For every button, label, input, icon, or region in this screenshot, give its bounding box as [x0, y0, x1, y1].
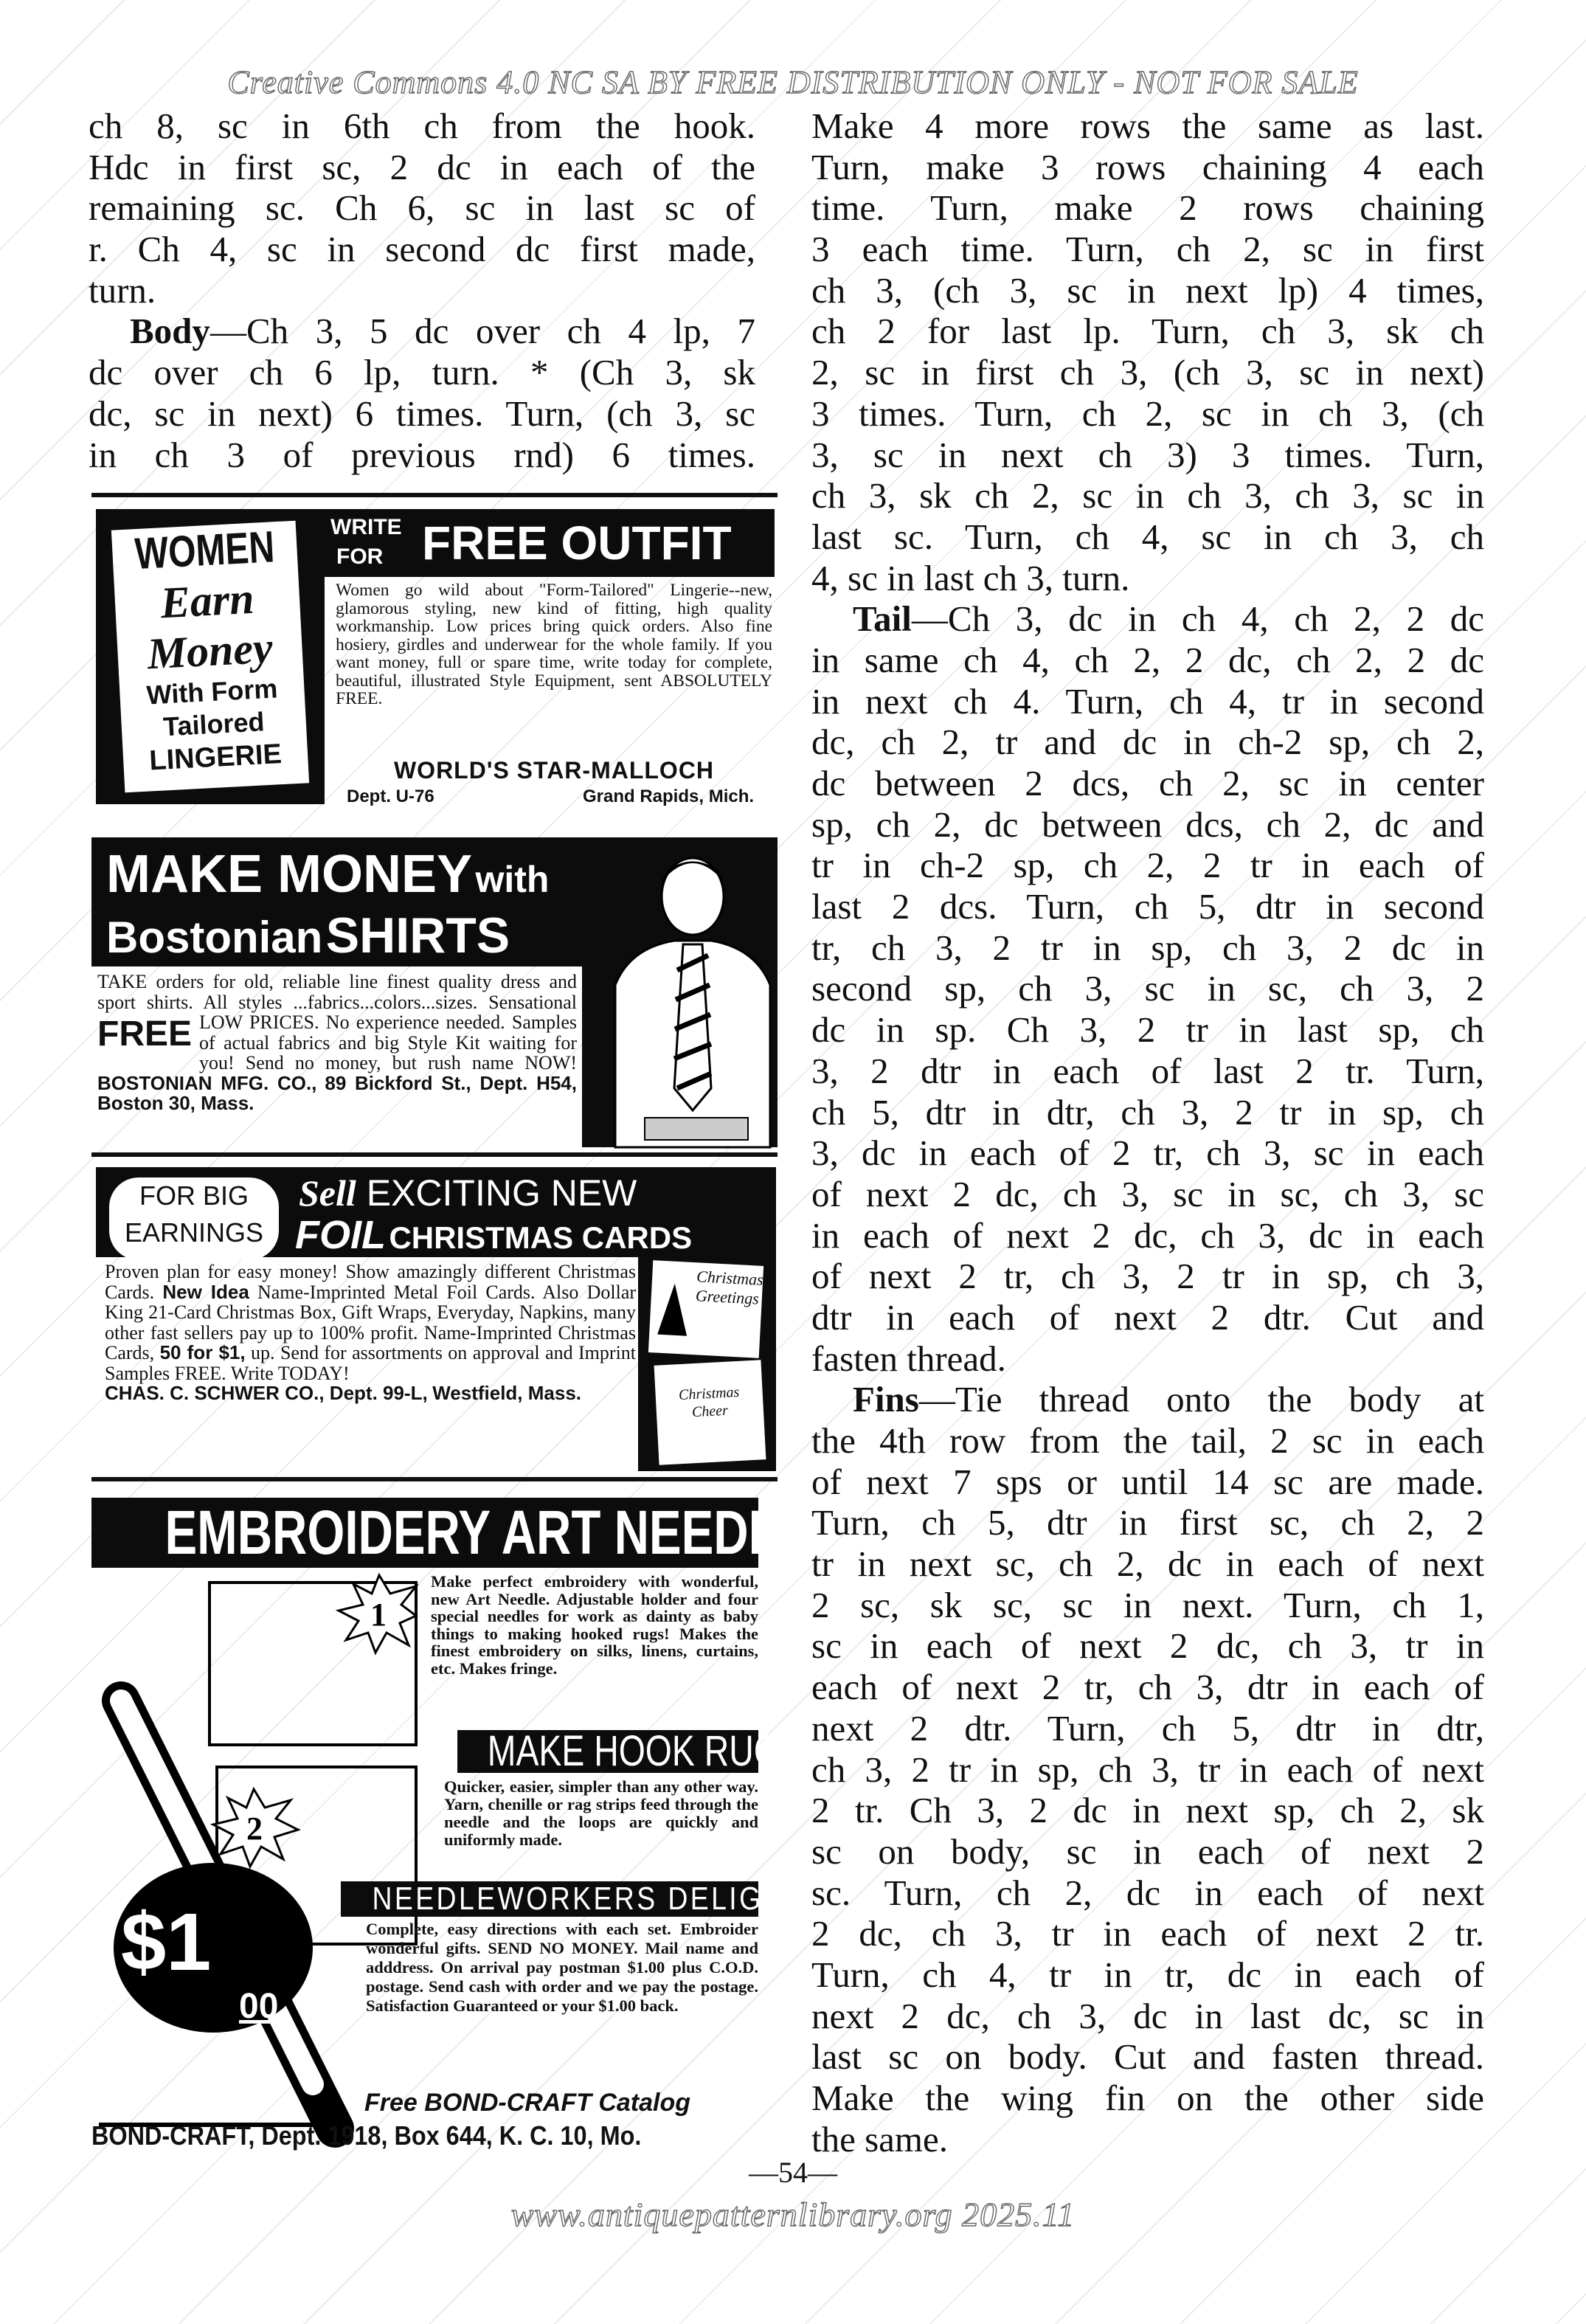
divider: [91, 493, 778, 497]
text-line: dtr in each of next 2 dtr. Cut and: [811, 1296, 1484, 1338]
text-line: Turn, make 3 rows chaining 4 each: [811, 146, 1484, 187]
text-line: ch 2 for last lp. Turn, ch 3, sk ch: [811, 311, 1484, 352]
text-line: 3, sc in next ch 3) 3 times. Turn,: [811, 434, 1484, 475]
ad-make-hook-rugs: MAKE HOOK RUGS: [487, 1727, 803, 1775]
ad-body: [97, 972, 577, 1114]
ad-body-2: Quicker, easier, simpler than any other way. Yarn, chenille or rag strips feed through the needle and the loops are quickly and uniformly made.: [444, 1777, 758, 1849]
text-line: dc between 2 dcs, ch 2, sc in center: [811, 763, 1484, 803]
ad-lingerie: [96, 509, 775, 808]
ad-company: BOSTONIAN MFG. CO.,: [97, 1071, 317, 1094]
ad-dept: Dept. U-76: [347, 786, 434, 806]
ad-women: WOMEN: [134, 522, 276, 579]
text-line: ch 8, sc in 6th ch from the hook.: [89, 106, 755, 146]
text-line: tr, ch 3, 2 tr in sp, ch 3, 2 dc in: [811, 927, 1484, 968]
text-line: of next 2 tr, ch 3, 2 tr in sp, ch 3,: [811, 1256, 1484, 1297]
text-line: 3, 2 dtr in each of last 2 tr. Turn,: [811, 1050, 1484, 1091]
ad-city: Grand Rapids, Mich.: [583, 786, 755, 806]
ad-title: EMBROIDERY ART NEEDLE: [165, 1498, 811, 1567]
text-line: Make 4 more rows the same as last.: [811, 106, 1484, 146]
text-line: ch 3, sk ch 2, sc in ch 3, ch 3, sc in: [811, 475, 1484, 516]
text-line: 2 dc, ch 3, tr in each of next 2 tr.: [811, 1913, 1484, 1954]
ad-money: Money: [145, 623, 274, 679]
section-heading: Fins: [853, 1379, 919, 1420]
text-line: ch 5, dtr in dtr, ch 3, 2 tr in sp, ch: [811, 1091, 1484, 1132]
text-line: next 2 dtr. Turn, ch 5, dtr in dtr,: [811, 1707, 1484, 1749]
ad-card: [111, 521, 309, 793]
ad-make-hook-rugs-bar: [457, 1727, 803, 1775]
ad-title-make-money: MAKE MONEY: [106, 845, 473, 904]
ad-christmas-cards: [96, 1167, 776, 1473]
ad-exciting-new: EXCITING NEW: [366, 1172, 637, 1214]
section-heading: Tail: [853, 598, 912, 640]
ad-earn: Earn: [159, 573, 256, 628]
text-line: Make the wing fin on the other side: [811, 2078, 1484, 2118]
ad-title-shirts: SHIRTS: [325, 907, 510, 964]
text-line: 2 tr. Ch 3, 2 dc in next sp, ch 2, sk: [811, 1790, 1484, 1831]
ad-with-form: With Form: [145, 673, 279, 710]
text-line: second sp, ch 3, sc in sc, ch 3, 2: [811, 968, 1484, 1009]
ad-address: BOND-CRAFT, Dept. 1918, Box 644, K. C. 10, Mo.: [91, 2120, 642, 2151]
ad-title-with: with: [475, 859, 550, 900]
ad-new-idea: New Idea: [162, 1280, 249, 1303]
text-line: ch 3, 2 tr in sp, ch 3, tr in each of next: [811, 1749, 1484, 1790]
text-line: 2 sc, sk sc, sc in next. Turn, ch 1,: [811, 1584, 1484, 1625]
price-dollar: $1: [121, 1897, 212, 1988]
ad-address: 89 Bickford St., Dept. H54, Boston 30, Mass.: [97, 1071, 577, 1114]
text-line: 3 each time. Turn, ch 2, sc in first: [811, 229, 1484, 270]
ad-body-text: TAKE orders for old, reliable line finest quality dress and sport shirts. All styles ...fabrics...colors...sizes. Sensational LOW PRICES. No experience needed.: [97, 971, 577, 1033]
ad-free-text: Samples of actual fabrics and big Style Kit waiting for you! Send no money, but rush name NOW!: [199, 1011, 577, 1073]
ad-body-3: up. Send for assortments on approval and Imprint Samples FREE. Write TODAY!: [105, 1342, 637, 1384]
christmas-card-1: [648, 1260, 763, 1358]
license-header: Creative Commons 4.0 NC SA BY FREE DISTRIBUTION ONLY - NOT FOR SALE: [227, 64, 1359, 100]
text-line: the same.: [811, 2118, 949, 2159]
ad-free-outfit: FREE OUTFIT: [422, 516, 732, 570]
text-line: 4, sc in last ch 3, turn.: [811, 557, 1130, 598]
text-line: turn.: [89, 269, 156, 311]
price-cents: 00: [239, 1987, 279, 2026]
text-line: of next 2 dc, ch 3, sc in sc, ch 3, sc: [811, 1173, 1484, 1214]
text-line: tr in ch-2 sp, ch 2, 2 tr in each of: [811, 845, 1484, 886]
ad-needleworkers-bar: [341, 1881, 806, 1917]
ad-price: 50 for $1,: [159, 1341, 246, 1363]
text-line: last 2 dcs. Turn, ch 5, dtr in second: [811, 886, 1484, 927]
ad-headline-bar: [325, 509, 775, 577]
text-line: of next 7 sps or until 14 sc are made.: [811, 1461, 1484, 1502]
divider: [91, 1477, 778, 1481]
right-text-column: [811, 106, 1484, 2159]
ad-sell: Sell: [299, 1172, 356, 1214]
ad-bubble-line-1: FOR BIG: [139, 1180, 249, 1211]
text-line: sc on body, sc in each of next 2: [811, 1830, 1484, 1872]
text-line: Turn, ch 4, tr in tr, dc in each of: [811, 1954, 1484, 1995]
text-line: in each of next 2 dc, ch 3, dc in each: [811, 1214, 1484, 1256]
divider: [91, 1152, 778, 1157]
ad-body-1: Make perfect embroidery with wonderful, new Art Needle. Adjustable holder and four special needles for work as dainty as baby things to making hooked rugs! Makes the finest embroidery on silks, linens, curtains, etc. Makes fringe.: [431, 1572, 758, 1678]
text-line: in next ch 4. Turn, ch 4, tr in second: [811, 680, 1484, 722]
ad-catalog: Free BOND-CRAFT Catalog: [364, 2089, 691, 2117]
ad-body-2: Name-Imprinted Metal Foil Cards. Also Dollar King 21-Card Christmas Box, Gift Wraps, Everyday, Napkins, many other fast sellers pay up to 100% profit. Name-Imprinted Christmas Cards,: [105, 1281, 637, 1363]
ad-needleworkers-delight: NEEDLEWORKERS DELIGHT: [372, 1881, 806, 1917]
step-1-label: 1: [370, 1597, 387, 1633]
ad-free: FREE: [97, 1014, 193, 1054]
ad-foil: FOIL: [295, 1213, 386, 1257]
tree-icon: [654, 1282, 693, 1343]
text-line: Tail—Ch 3, dc in ch 4, ch 2, 2 dc: [853, 598, 1484, 640]
step-2-label: 2: [246, 1811, 263, 1847]
ad-lingerie-word: LINGERIE: [148, 739, 283, 777]
left-text-column: [89, 106, 755, 475]
text-line: each of next 2 tr, ch 3, dtr in each of: [811, 1667, 1484, 1708]
text-line: time. Turn, make 2 rows chaining: [811, 187, 1484, 229]
ad-for: FOR: [336, 544, 384, 569]
text-line: dc, sc in next) 6 times. Turn, (ch 3, sc: [89, 392, 755, 434]
ad-company: CHAS. C. SCHWER CO., Dept. 99-L,: [105, 1382, 428, 1404]
text-line: sp, ch 2, dc between dcs, ch 2, dc and: [811, 803, 1484, 845]
man-in-shirt-illustration: [600, 845, 774, 1147]
text-line: sc in each of next 2 dc, ch 3, tr in: [811, 1625, 1484, 1667]
text-line: fasten thread.: [811, 1338, 1006, 1379]
text-line: last sc. Turn, ch 4, sc in ch 3, ch: [811, 516, 1484, 557]
text-line: dc, ch 2, tr and dc in ch-2 sp, ch 2,: [811, 722, 1484, 763]
ad-body: Women go wild about "Form-Tailored" Lingerie--new, glamorous styling, new kind of fitting, high quality workmanship. Low prices bring quick orders. Also fine hosiery, girdles and underwear for the whole family. If you want money, full or spare time, write today for complete, beautiful, illustrated Style Equipment, sent ABSOLUTELY FREE.: [336, 581, 772, 708]
ad-tailored: Tailored: [162, 706, 266, 742]
ad-shirts: [91, 837, 778, 1147]
ad-bubble: [109, 1177, 279, 1260]
ad-body-3: Complete, easy directions with each set. Embroider wonderful gifts. SEND NO MONEY. Mail name and adddress. On arrival pay postman $1.00 plus C.O.D. postage. Send cash with order and we pay the postage. Satisfaction Guaranteed or your $1.00 back.: [366, 1920, 758, 2015]
ad-company: WORLD'S STAR-MALLOCH: [393, 757, 715, 784]
ad-christmas-cards-title: CHRISTMAS CARDS: [389, 1220, 693, 1255]
text-line: dc over ch 6 lp, turn. * (Ch 3, sk: [89, 352, 755, 393]
text-line: sc. Turn, ch 2, dc in each of next: [811, 1872, 1484, 1913]
text-line: Fins—Tie thread onto the body at: [853, 1379, 1484, 1420]
christmas-card-2: [654, 1360, 766, 1464]
text-line: r. Ch 4, sc in second dc first made,: [89, 229, 755, 270]
text-line: in same ch 4, ch 2, 2 dc, ch 2, 2 dc: [811, 639, 1484, 680]
text-line: the 4th row from the tail, 2 sc in each: [811, 1420, 1484, 1461]
text-line: Hdc in first sc, 2 dc in each of the: [89, 146, 755, 187]
page-number: —54—: [749, 2156, 837, 2189]
text-line: in ch 3 of previous rnd) 6 times.: [89, 434, 755, 475]
text-line: dc in sp. Ch 3, 2 tr in last sp, ch: [811, 1009, 1484, 1051]
ad-title-bostonian: Bostonian: [106, 913, 323, 962]
card-2-text: Christmas Cheer: [678, 1383, 740, 1421]
text-line: ch 3, (ch 3, sc in next lp) 4 times,: [811, 269, 1484, 311]
text-line: next 2 dc, ch 3, dc in last dc, sc in: [811, 1995, 1484, 2036]
card-1-text: Christmas Greetings: [695, 1267, 764, 1308]
ad-title-bar: [91, 1498, 811, 1568]
ad-write: WRITE: [330, 515, 402, 539]
text-line: tr in next sc, ch 2, dc in each of next: [811, 1543, 1484, 1585]
text-line: Turn, ch 5, dtr in first sc, ch 2, 2: [811, 1502, 1484, 1543]
text-line: Body—Ch 3, 5 dc over ch 4 lp, 7: [130, 311, 755, 352]
needle-illustration: [91, 1568, 423, 2158]
ad-bubble-line-2: EARNINGS: [124, 1217, 264, 1248]
ad-city: Westfield, Mass.: [432, 1382, 582, 1404]
text-line: 3, dc in each of 2 tr, ch 3, sc in each: [811, 1132, 1484, 1174]
text-line: remaining sc. Ch 6, sc in last sc of: [89, 187, 755, 229]
ad-art-needle: [91, 1498, 811, 2162]
ad-body-1: Proven plan for easy money! Show amazingly different Christmas Cards.: [105, 1261, 636, 1303]
text-line: last sc on body. Cut and fasten thread.: [811, 2036, 1484, 2078]
section-heading: Body: [130, 311, 210, 352]
source-url: www.antiquepatternlibrary.org 2025.11: [510, 2196, 1076, 2233]
ad-body: [105, 1262, 636, 1404]
text-line: 3 times. Turn, ch 2, sc in ch 3, (ch: [811, 392, 1484, 434]
text-line: 2, sc in first ch 3, (ch 3, sc in next): [811, 352, 1484, 393]
